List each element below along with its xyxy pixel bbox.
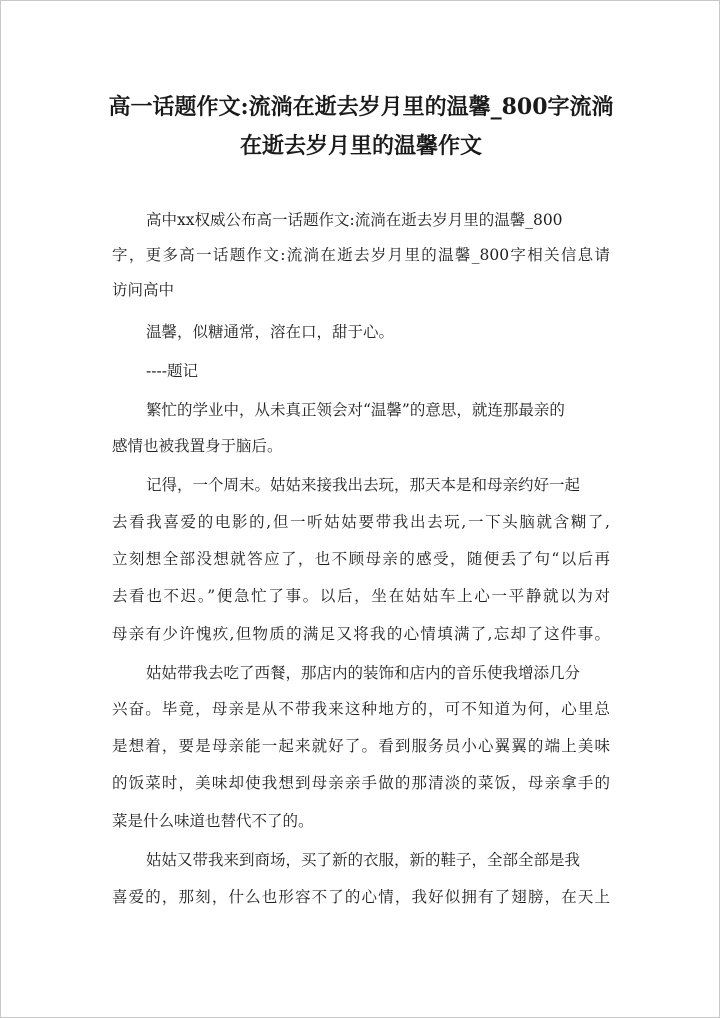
paragraph-6-line-3: 是想着，要是母亲能一起来就好了。看到服务员小心翼翼的端上美味 bbox=[112, 737, 610, 755]
paragraph-5-line-3: 立刻想全部没想就答应了，也不顾母亲的感受，随便丢了句“以后再 bbox=[112, 550, 610, 568]
paragraph-1-line-2: 字，更多高一话题作文:流淌在逝去岁月里的温馨_800字相关信息请 bbox=[112, 246, 610, 264]
paragraph-2-line-1: 温馨，似糖通常，溶在口，甜于心。 bbox=[146, 323, 395, 341]
paragraph-5-line-1: 记得，一个周末。姑姑来接我出去玩，那天本是和母亲约好一起 bbox=[146, 476, 581, 494]
paragraph-4-line-2: 感情也被我置身于脑后。 bbox=[112, 437, 283, 455]
paragraph-7-line-1: 姑姑又带我来到商场，买了新的衣服，新的鞋子，全部全部是我 bbox=[146, 851, 581, 869]
paragraph-5-line-4: 去看也不迟。”便急忙了事。以后，坐在姑姑车上心一平静就以为对 bbox=[112, 587, 610, 605]
paragraph-3-line-1: ----题记 bbox=[146, 362, 198, 380]
paragraph-1-line-3: 访问高中 bbox=[112, 281, 175, 299]
paragraph-6-line-1: 姑姑带我去吃了西餐，那店内的装饰和店内的音乐使我增添几分 bbox=[146, 664, 581, 682]
paragraph-6-line-5: 菜是什么味道也替代不了的。 bbox=[112, 812, 314, 830]
paragraph-7-line-2: 喜爱的，那刻，什么也形容不了的心情，我好似拥有了翅膀，在天上 bbox=[112, 888, 610, 906]
document-title-line-1: 高一话题作文:流淌在逝去岁月里的温馨_800字流淌 bbox=[108, 94, 614, 120]
paragraph-1-line-1: 高中xx权威公布高一话题作文:流淌在逝去岁月里的温馨_800 bbox=[146, 211, 563, 229]
paragraph-6-line-4: 的饭菜时，美味却使我想到母亲亲手做的那清淡的菜饭，母亲拿手的 bbox=[112, 774, 610, 792]
paragraph-6-line-2: 兴奋。毕竟，母亲是从不带我来这种地方的，可不知道为何，心里总 bbox=[112, 700, 610, 718]
paragraph-5-line-2: 去看我喜爱的电影的,但一听姑姑要带我出去玩,一下头脑就含糊了, bbox=[112, 513, 610, 531]
paragraph-5-line-5: 母亲有少许愧疚,但物质的满足又将我的心情填满了,忘却了这件事。 bbox=[112, 625, 610, 643]
document-title-line-2: 在逝去岁月里的温馨作文 bbox=[239, 133, 482, 159]
paragraph-4-line-1: 繁忙的学业中，从未真正领会对“温馨”的意思，就连那最亲的 bbox=[146, 401, 565, 419]
